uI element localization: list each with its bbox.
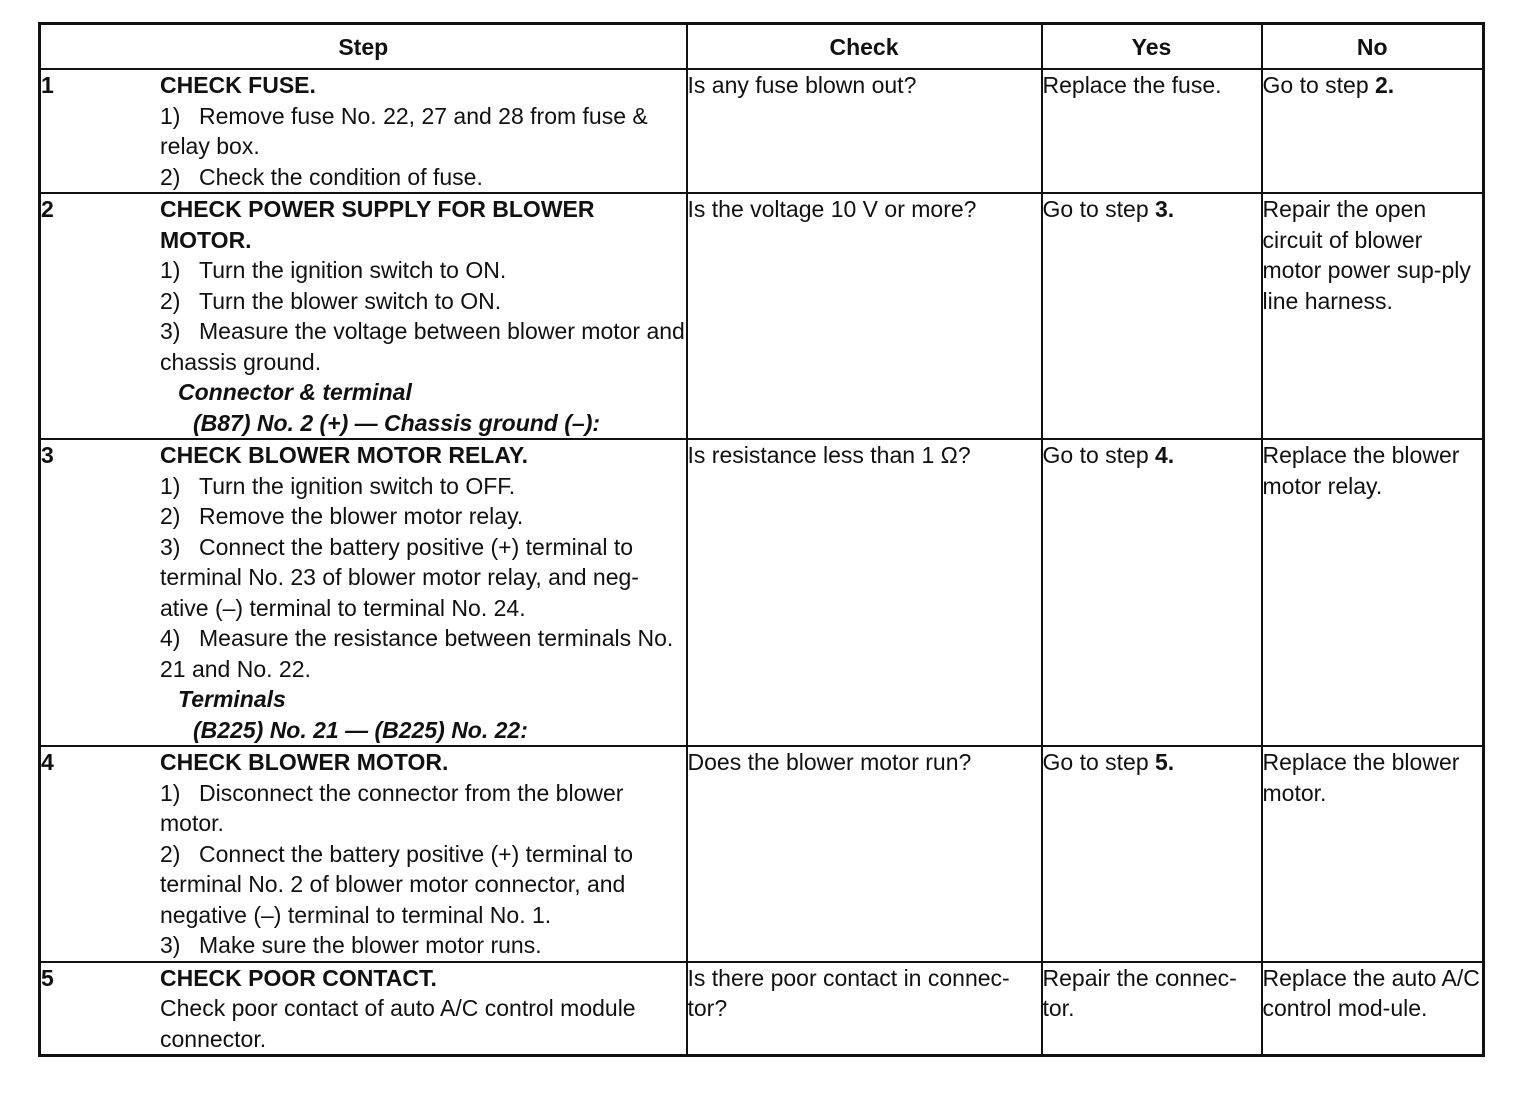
step-title: CHECK BLOWER MOTOR RELAY. — [160, 442, 529, 468]
table-row — [40, 69, 1484, 193]
yes-cell: Go to step 3. — [1042, 193, 1262, 439]
condition-value: (B87) No. 2 (+) — Chassis ground (–): — [193, 409, 601, 436]
substep: 2) Turn the blower switch to ON. — [160, 287, 502, 314]
condition-value: (B225) No. 21 — (B225) No. 22: — [193, 716, 528, 743]
header-check: Check — [687, 24, 1042, 70]
step-number: 4 — [41, 749, 54, 775]
step-number: 3 — [41, 442, 54, 468]
step-title: CHECK FUSE. — [160, 72, 316, 98]
substep: 1) Turn the ignition switch to OFF. — [160, 472, 516, 499]
check-cell: Is any fuse blown out? — [687, 69, 1042, 193]
step-number: 1 — [41, 72, 54, 98]
condition-label: Connector & terminal — [178, 379, 412, 405]
step-cell — [40, 962, 687, 1056]
table-row — [40, 439, 1484, 746]
yes-cell: Go to step 4. — [1042, 439, 1262, 746]
substep: 3) Connect the battery positive (+) terminal to terminal No. 23 of blower motor relay, and neg-ative (–) terminal to terminal No. 24. — [160, 533, 639, 621]
table-row — [40, 746, 1484, 962]
step-cell — [40, 439, 687, 746]
substep: 2) Check the condition of fuse. — [160, 163, 483, 190]
substep: 3) Measure the voltage between blower motor and chassis ground. — [160, 318, 685, 375]
no-cell: Go to step 2. — [1262, 69, 1484, 193]
substep: 1) Turn the ignition switch to ON. — [160, 257, 507, 283]
header-step: Step — [40, 24, 687, 70]
check-cell: Is resistance less than 1 Ω? — [687, 439, 1042, 746]
step-number: 5 — [41, 964, 54, 991]
step-cell — [40, 69, 687, 193]
substep: 1) Remove fuse No. 22, 27 and 28 from fuse & relay box. — [160, 102, 648, 159]
step-cell — [40, 193, 687, 439]
no-cell: Repair the open circuit of blower motor power sup-ply line harness. — [1262, 193, 1484, 439]
header-row — [40, 24, 1484, 70]
no-cell: Replace the auto A/C control mod-ule. — [1262, 962, 1484, 1056]
substep: 2) Remove the blower motor relay. — [160, 503, 524, 529]
step-number: 2 — [41, 196, 54, 222]
step-title: CHECK POWER SUPPLY FOR BLOWER MOTOR. — [160, 196, 595, 253]
yes-cell: Go to step 5. — [1042, 746, 1262, 962]
yes-cell: Repair the connec-tor. — [1042, 962, 1262, 1056]
yes-cell: Replace the fuse. — [1042, 69, 1262, 193]
check-cell: Is there poor contact in connec-tor? — [687, 962, 1042, 1056]
substep: 4) Measure the resistance between terminals No. 21 and No. 22. — [160, 625, 674, 682]
step-title: CHECK BLOWER MOTOR. — [160, 749, 449, 775]
substep: 3) Make sure the blower motor runs. — [160, 932, 542, 958]
substep: 2) Connect the battery positive (+) terminal to terminal No. 2 of blower motor connector, and negative (–) terminal to terminal No. 1. — [160, 840, 634, 928]
table-row — [40, 962, 1484, 1056]
header-yes: Yes — [1042, 24, 1262, 70]
step-description: Check poor contact of auto A/C control module connector. — [160, 995, 636, 1052]
check-cell: Is the voltage 10 V or more? — [687, 193, 1042, 439]
substep: 1) Disconnect the connector from the blower motor. — [160, 779, 624, 836]
no-cell: Replace the blower motor relay. — [1262, 439, 1484, 746]
header-no: No — [1262, 24, 1484, 70]
condition-label: Terminals — [178, 686, 286, 712]
table-row — [40, 193, 1484, 439]
step-title: CHECK POOR CONTACT. — [160, 964, 437, 991]
no-cell: Replace the blower motor. — [1262, 746, 1484, 962]
diagnostic-table — [38, 22, 1485, 1057]
check-cell: Does the blower motor run? — [687, 746, 1042, 962]
step-cell — [40, 746, 687, 962]
